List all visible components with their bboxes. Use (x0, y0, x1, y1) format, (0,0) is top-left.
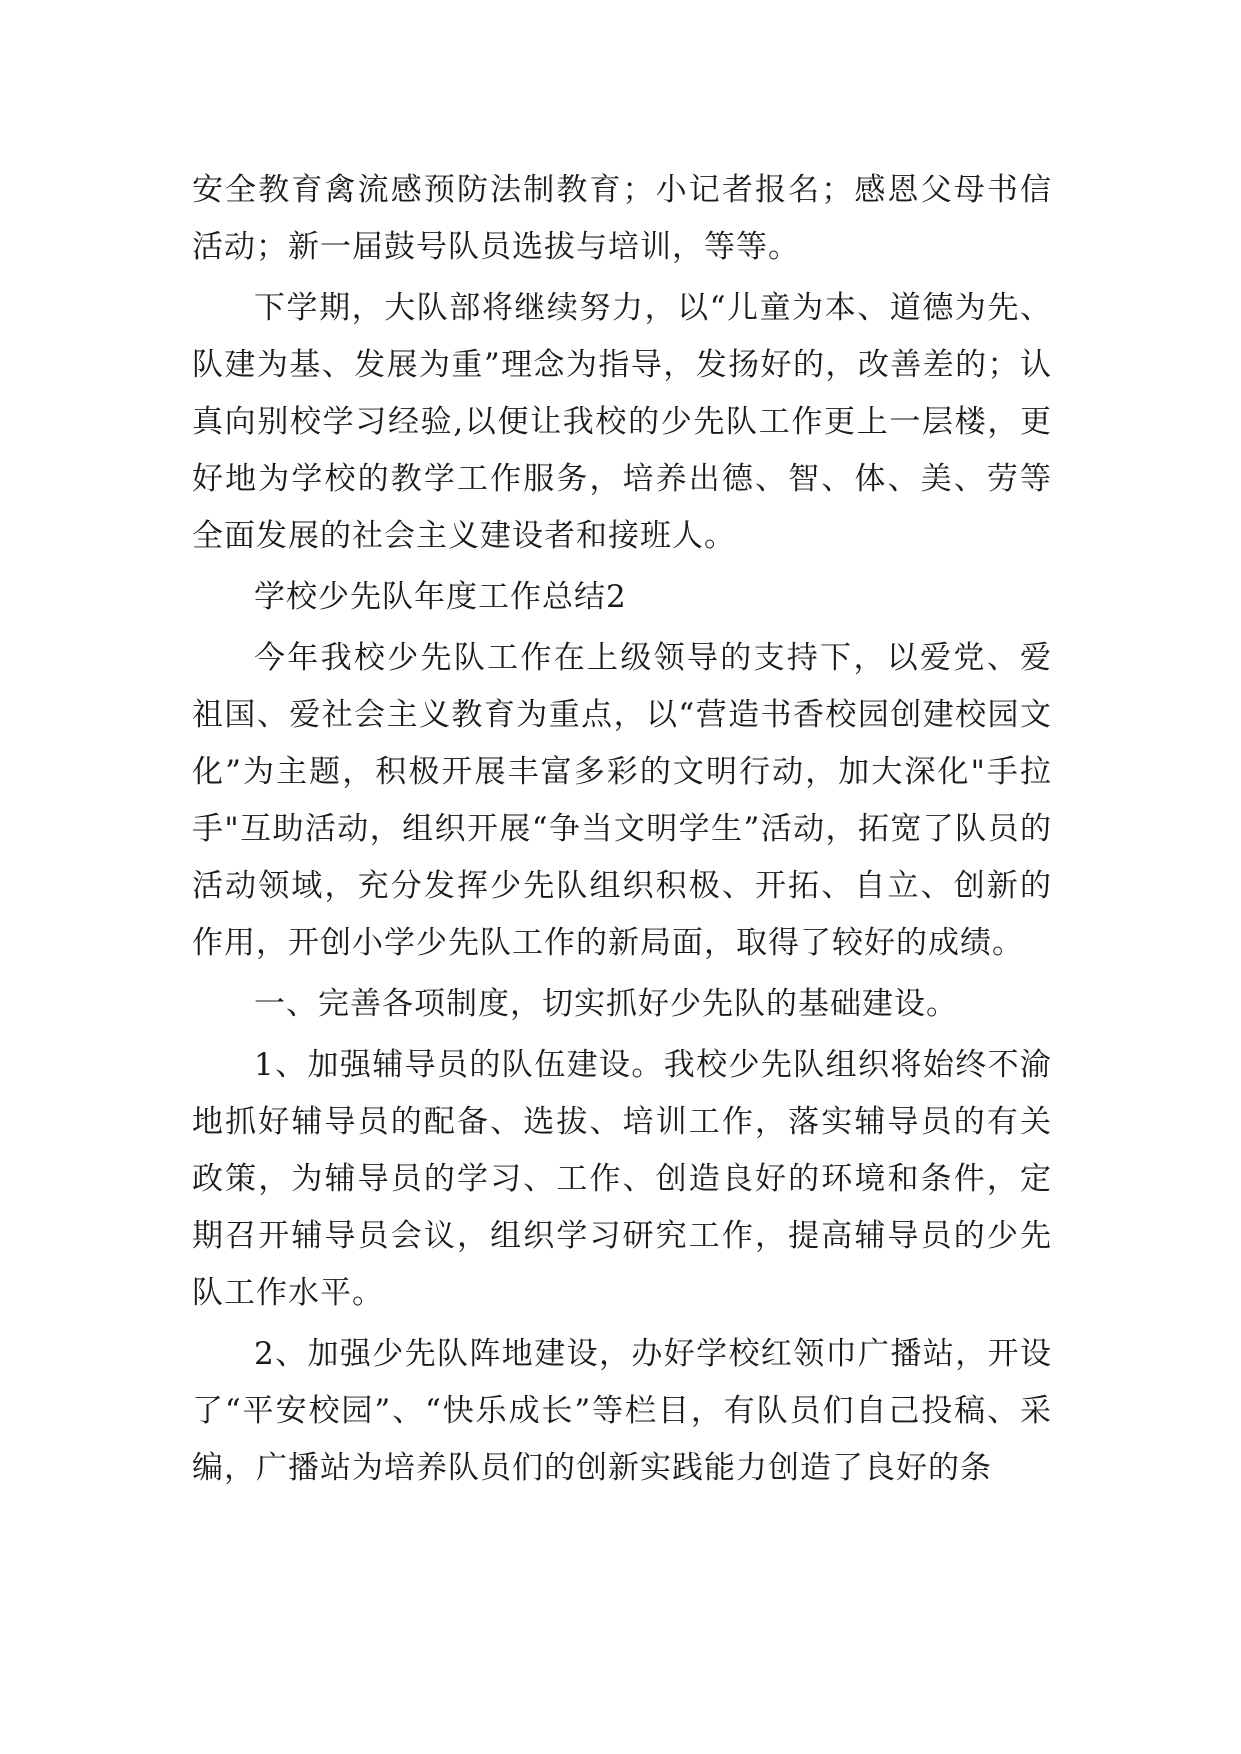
paragraph: 1、加强辅导员的队伍建设。我校少先队组织将始终不渝地抓好辅导员的配备、选拔、培训工作，落实辅导员的有关政策，为辅导员的学习、工作、创造良好的环境和条件，定期召开辅导员会议，组织学习研究工作，提高辅导员的少先队工作水平。 (192, 1047, 1052, 1311)
paragraph: 今年我校少先队工作在上级领导的支持下，以爱党、爱祖国、爱社会主义教育为重点，以“营造书香校园创建校园文化”为主题，积极开展丰富多彩的文明行动，加大深化"手拉手"互助活动，组织开展“争当文明学生”活动，拓宽了队员的活动领域，充分发挥少先队组织积极、开拓、自立、创新的作用，开创小学少先队工作的新局面，取得了较好的成绩。 (192, 640, 1052, 961)
section-heading: 学校少先队年度工作总结2 (254, 579, 627, 615)
section-subheading: 一、完善各项制度，切实抓好少先队的基础建设。 (254, 986, 958, 1022)
paragraph: 安全教育禽流感预防法制教育；小记者报名；感恩父母书信活动；新一届鼓号队员选拔与培训，等等。 (192, 172, 1052, 265)
paragraph: 下学期，大队部将继续努力，以“儿童为本、道德为先、队建为基、发展为重”理念为指导，发扬好的，改善差的；认真向别校学习经验,以便让我校的少先队工作更上一层楼，更好地为学校的教学工作服务，培养出德、智、体、美、劳等全面发展的社会主义建设者和接班人。 (192, 290, 1052, 554)
document-body (192, 162, 1052, 1501)
paragraph: 2、加强少先队阵地建设，办好学校红领巾广播站，开设了“平安校园”、“快乐成长”等栏目，有队员们自己投稿、采编，广播站为培养队员们的创新实践能力创造了良好的条 (192, 1336, 1052, 1486)
